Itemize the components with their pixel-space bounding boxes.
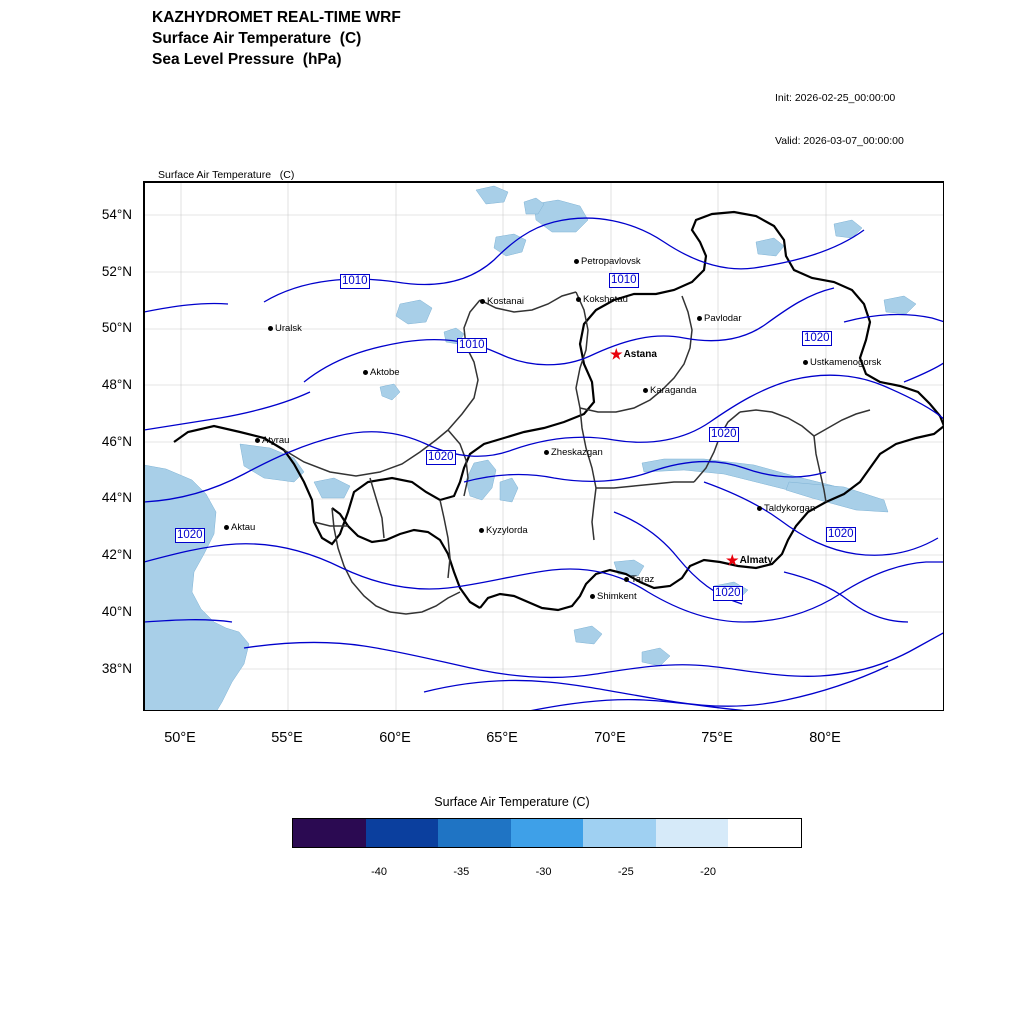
city-marker-dot <box>803 360 808 365</box>
city-label-zheskazgan: Zheskazgan <box>544 447 603 458</box>
y-tick-52N: 52°N <box>101 264 132 279</box>
city-label-shimkent: Shimkent <box>590 591 637 602</box>
colorbar-tick-minus25: -25 <box>617 866 634 878</box>
water-bodies <box>144 186 916 711</box>
colorbar-title: Surface Air Temperature (C) <box>434 795 590 809</box>
figure-title <box>152 8 401 71</box>
colorbar-cell-2 <box>438 819 511 847</box>
valid-time: Valid: 2026-03-07_00:00:00 <box>775 134 904 147</box>
star-icon: ★ <box>610 346 623 363</box>
colorbar-tick-minus30: -30 <box>535 866 552 878</box>
colorbar-tick-minus40: -40 <box>371 866 388 878</box>
x-tick-50E: 50°E <box>164 730 196 746</box>
x-tick-65E: 65°E <box>486 730 518 746</box>
colorbar-cell-3 <box>511 819 584 847</box>
y-tick-42N: 42°N <box>101 547 132 562</box>
city-marker-dot <box>479 528 484 533</box>
star-icon: ★ <box>726 552 739 569</box>
city-label-karaganda: Karaganda <box>643 385 696 396</box>
colorbar-tick-minus35: -35 <box>453 866 470 878</box>
colorbar-cell-1 <box>366 819 439 847</box>
x-tick-70E: 70°E <box>594 730 626 746</box>
city-marker-dot <box>624 577 629 582</box>
y-tick-48N: 48°N <box>101 377 132 392</box>
city-label-petropavlovsk: Petropavlovsk <box>574 256 641 267</box>
city-label-aktobe: Aktobe <box>363 367 400 378</box>
isobar-label-1020-ne: 1020 <box>804 332 830 344</box>
city-marker-dot <box>576 297 581 302</box>
isobar-label-1010-n: 1010 <box>611 274 637 286</box>
x-tick-75E: 75°E <box>701 730 733 746</box>
colorbar-tick-minus20: -20 <box>700 866 716 878</box>
city-marker-dot <box>544 450 549 455</box>
city-label-atyrau: Atyrau <box>255 435 289 446</box>
map-plot-area[interactable] <box>143 181 944 711</box>
capital-label-astana: ★Astana <box>610 346 657 363</box>
y-tick-40N: 40°N <box>101 604 132 619</box>
city-label-taraz: Taraz <box>624 574 654 585</box>
city-marker-dot <box>697 316 702 321</box>
isobar-label-1020-se: 1020 <box>828 528 854 540</box>
title-line-2: Surface Air Temperature (C) <box>152 29 362 47</box>
init-time: Init: 2026-02-25_00:00:00 <box>775 92 896 105</box>
colorbar <box>292 818 802 848</box>
title-line-3: Sea Level Pressure (hPa) <box>152 50 342 68</box>
y-tick-46N: 46°N <box>101 434 132 449</box>
x-tick-55E: 55°E <box>271 730 303 746</box>
isobar-label-1010-nw: 1010 <box>342 275 368 287</box>
city-marker-dot <box>255 438 260 443</box>
colorbar-tick-labels <box>292 866 800 882</box>
colorbar-cell-0 <box>293 819 366 847</box>
city-label-aktau: Aktau <box>224 522 255 533</box>
y-tick-50N: 50°N <box>101 320 132 335</box>
isobar-label-1010-center: 1010 <box>459 339 485 351</box>
city-label-ustkamenogorsk: Ustkamenogorsk <box>803 357 881 368</box>
city-marker-dot <box>590 594 595 599</box>
map-caption-line-1: Surface Air Temperature (C) <box>158 169 295 182</box>
y-tick-38N: 38°N <box>101 661 132 676</box>
colorbar-cell-4 <box>583 819 656 847</box>
isobar-label-1020-west: 1020 <box>177 529 203 541</box>
city-label-taldykorgan: Taldykorgan <box>757 503 815 514</box>
city-marker-dot <box>363 370 368 375</box>
city-marker-dot <box>480 299 485 304</box>
capital-label-almaty: ★Almaty <box>726 552 773 569</box>
city-label-kokshetau: Kokshetau <box>576 294 628 305</box>
isobar-label-1020-east: 1020 <box>711 428 737 440</box>
colorbar-cell-6 <box>728 819 801 847</box>
x-tick-80E: 80°E <box>809 730 841 746</box>
city-label-pavlodar: Pavlodar <box>697 313 742 324</box>
city-marker-dot <box>268 326 273 331</box>
city-marker-dot <box>643 388 648 393</box>
x-tick-60E: 60°E <box>379 730 411 746</box>
y-tick-54N: 54°N <box>101 207 132 222</box>
city-marker-dot <box>224 525 229 530</box>
city-marker-dot <box>574 259 579 264</box>
y-tick-44N: 44°N <box>101 490 132 505</box>
valid-time-block <box>775 63 904 176</box>
city-label-kostanai: Kostanai <box>480 296 524 307</box>
city-marker-dot <box>757 506 762 511</box>
city-label-uralsk: Uralsk <box>268 323 302 334</box>
isobar-label-1020-center: 1020 <box>428 451 454 463</box>
colorbar-cell-5 <box>656 819 729 847</box>
city-label-kyzylorda: Kyzylorda <box>479 525 528 536</box>
isobar-label-1020-south: 1020 <box>715 587 741 599</box>
title-line-1: KAZHYDROMET REAL-TIME WRF <box>152 9 401 26</box>
